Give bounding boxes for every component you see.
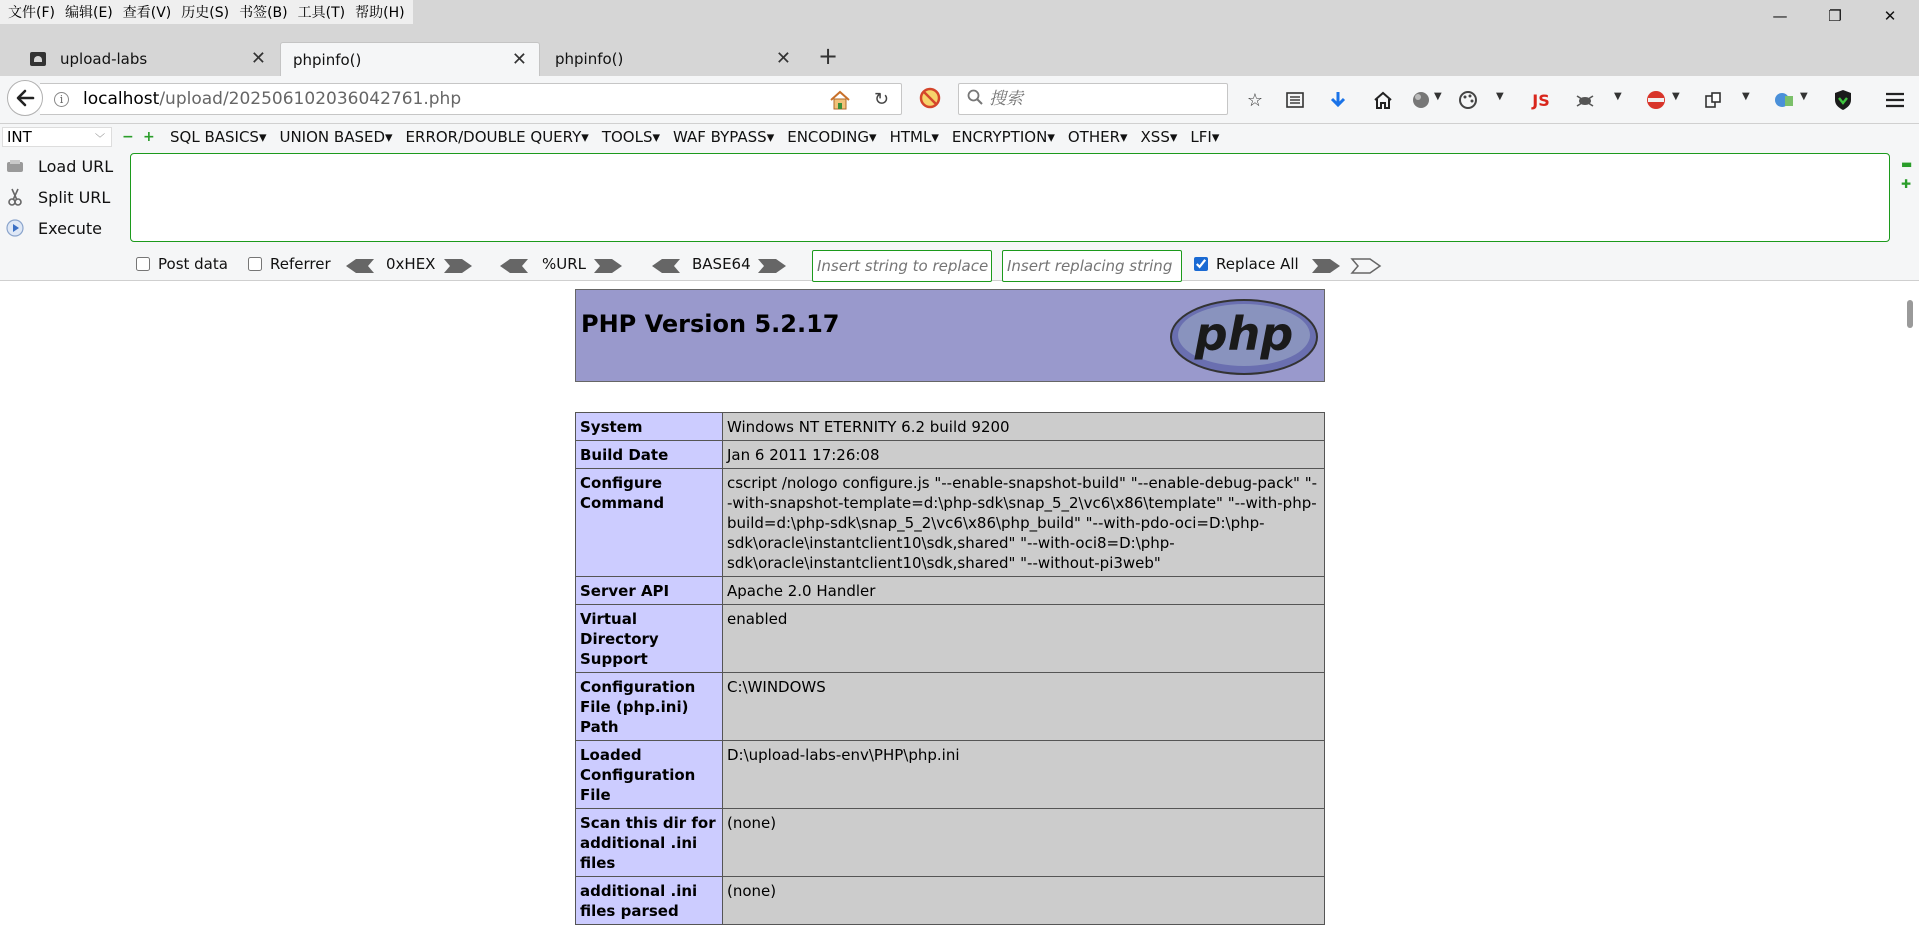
load-url-icon xyxy=(6,157,24,175)
tab-strip xyxy=(0,32,1919,76)
search-icon xyxy=(967,89,983,109)
search-input[interactable] xyxy=(989,89,1209,109)
menu-waf-bypass[interactable]: WAF BYPASS▾ xyxy=(673,128,775,146)
post-data-checkbox[interactable]: Post data xyxy=(136,255,228,273)
row-value: C:\WINDOWS xyxy=(723,673,1325,741)
tab-phpinfo[interactable] xyxy=(543,42,803,76)
chevron-down-icon: ﹀ xyxy=(95,133,105,145)
tab-phpinfo-active[interactable] xyxy=(280,42,540,76)
menu-bar xyxy=(0,0,413,24)
hackbar-panel xyxy=(0,124,1919,281)
split-url-label: Split URL xyxy=(38,187,111,207)
table-row xyxy=(576,605,1325,673)
menu-encryption[interactable]: ENCRYPTION▾ xyxy=(951,128,1055,146)
php-info-table xyxy=(575,412,1325,925)
tab-close-icon[interactable]: ✕ xyxy=(775,48,791,69)
execute-button[interactable] xyxy=(0,215,125,241)
dropdown-arrow-icon[interactable]: ▼ xyxy=(1434,91,1442,102)
url-label: %URL xyxy=(542,255,587,273)
row-key: System xyxy=(576,413,723,441)
php-version-title: PHP Version 5.2.17 xyxy=(581,310,840,338)
hackbar-options-row xyxy=(136,250,1916,280)
hackbar-menu-row xyxy=(170,127,1232,147)
menu-error-double-query[interactable]: ERROR/DOUBLE QUERY▾ xyxy=(405,128,589,146)
url-path: /upload/202506102036042761.php xyxy=(159,89,462,109)
table-row xyxy=(576,673,1325,741)
noscript-icon[interactable] xyxy=(919,87,941,113)
post-data-check[interactable] xyxy=(136,257,150,271)
tab-label: phpinfo() xyxy=(555,50,624,68)
row-value: (none) xyxy=(723,809,1325,877)
tab-upload-labs[interactable] xyxy=(18,42,278,76)
navigation-bar xyxy=(0,76,1919,124)
tab-label: phpinfo() xyxy=(293,50,362,69)
shield-icon[interactable] xyxy=(1832,89,1854,111)
base64-label: BASE64 xyxy=(692,255,751,273)
close-window-button[interactable]: ✕ xyxy=(1883,7,1897,25)
globe-addon-icon[interactable] xyxy=(1410,89,1432,111)
back-arrow-icon xyxy=(15,89,35,107)
menu-xss[interactable]: XSS▾ xyxy=(1140,128,1178,146)
url-encode-arrow-icon[interactable] xyxy=(594,259,622,277)
table-row xyxy=(576,577,1325,605)
int-type-select[interactable] xyxy=(2,127,112,147)
tab-close-icon[interactable]: ✕ xyxy=(511,49,527,70)
menu-tools[interactable]: 工具(T) xyxy=(297,5,346,21)
dropdown-arrow-icon[interactable]: ▼ xyxy=(1800,91,1808,102)
table-row xyxy=(576,441,1325,469)
base64-decode-arrow-icon[interactable] xyxy=(652,259,680,277)
target-addon-icon[interactable] xyxy=(1645,89,1667,111)
menu-union-based[interactable]: UNION BASED▾ xyxy=(279,128,393,146)
table-row xyxy=(576,413,1325,441)
row-key: Scan this dir for additional .ini files xyxy=(576,809,723,877)
row-key: additional .ini files parsed xyxy=(576,877,723,925)
replace-all-checkbox[interactable]: Replace All xyxy=(1194,255,1299,273)
row-value: D:\upload-labs-env\PHP\php.ini xyxy=(723,741,1325,809)
menu-help[interactable]: 帮助(H) xyxy=(355,5,405,21)
hex-encode-arrow-icon[interactable] xyxy=(444,259,472,277)
table-row xyxy=(576,877,1325,925)
referrer-checkbox[interactable]: Referrer xyxy=(248,255,331,273)
menu-view[interactable]: 查看(V) xyxy=(122,5,172,21)
scrollbar-thumb[interactable] xyxy=(1907,300,1913,328)
row-value: Windows NT ETERNITY 6.2 build 9200 xyxy=(723,413,1325,441)
new-tab-button[interactable]: + xyxy=(818,42,839,70)
dropdown-arrow-icon[interactable]: ▼ xyxy=(1742,91,1750,102)
url-host: localhost xyxy=(83,89,160,109)
menu-file[interactable]: 文件(F) xyxy=(8,5,55,21)
home-icon[interactable] xyxy=(1372,89,1394,111)
hex-label: 0xHEX xyxy=(386,255,436,273)
reload-icon[interactable]: ↻ xyxy=(873,89,889,110)
row-key: Configure Command xyxy=(576,469,723,577)
replace-string-input[interactable] xyxy=(812,250,992,282)
dropdown-arrow-icon[interactable]: ▼ xyxy=(1672,91,1680,102)
load-url-button[interactable] xyxy=(0,153,125,179)
page-content xyxy=(0,282,1919,920)
row-value: Jan 6 2011 17:26:08 xyxy=(723,441,1325,469)
row-key: Server API xyxy=(576,577,723,605)
base64-encode-arrow-icon[interactable] xyxy=(758,259,786,277)
url-decode-arrow-icon[interactable] xyxy=(500,259,528,277)
row-value: (none) xyxy=(723,877,1325,925)
translate-icon[interactable] xyxy=(1773,89,1795,111)
menu-edit[interactable]: 编辑(E) xyxy=(64,5,113,21)
int-select-value: INT xyxy=(7,128,32,146)
js-toggle-icon[interactable]: JS xyxy=(1532,90,1550,110)
title-bar xyxy=(0,0,1919,32)
hackbar-url-textarea[interactable] xyxy=(130,153,1890,242)
plus-icon[interactable]: + xyxy=(143,129,155,145)
split-url-button[interactable] xyxy=(0,184,125,210)
menu-html[interactable]: HTML▾ xyxy=(889,128,939,146)
url-text[interactable] xyxy=(83,89,461,109)
php-logo xyxy=(1169,298,1319,380)
php-logo-text: php xyxy=(1194,307,1294,361)
home-page-icon[interactable] xyxy=(829,90,851,114)
play-icon xyxy=(6,219,24,237)
php-version-header xyxy=(575,289,1325,382)
row-value: Apache 2.0 Handler xyxy=(723,577,1325,605)
dropdown-arrow-icon[interactable]: ▼ xyxy=(1614,91,1622,102)
palette-icon[interactable] xyxy=(1457,89,1479,111)
info-icon[interactable]: i xyxy=(54,92,69,107)
menu-history[interactable]: 历史(S) xyxy=(181,5,230,21)
hamburger-menu-icon[interactable] xyxy=(1884,89,1906,111)
table-row xyxy=(576,809,1325,877)
github-favicon-icon xyxy=(30,52,46,66)
replace-reverse-arrow-icon[interactable] xyxy=(1352,259,1380,277)
menu-encoding[interactable]: ENCODING▾ xyxy=(787,128,877,146)
minus-icon[interactable]: − xyxy=(122,129,134,145)
dropdown-arrow-icon[interactable]: ▼ xyxy=(1496,91,1504,102)
load-url-label: Load URL xyxy=(38,156,114,176)
menu-tools-hackbar[interactable]: TOOLS▾ xyxy=(601,128,660,146)
row-key: Configuration File (php.ini) Path xyxy=(576,673,723,741)
reading-list-icon[interactable] xyxy=(1284,89,1306,111)
bookmark-star-icon[interactable]: ☆ xyxy=(1246,89,1264,111)
url-bar[interactable] xyxy=(40,83,902,115)
replace-arrow-icon[interactable] xyxy=(1312,259,1340,277)
back-button[interactable] xyxy=(7,80,43,116)
download-icon[interactable] xyxy=(1327,89,1349,111)
row-key: Build Date xyxy=(576,441,723,469)
row-value: enabled xyxy=(723,605,1325,673)
menu-other[interactable]: OTHER▾ xyxy=(1067,128,1128,146)
bug-icon[interactable] xyxy=(1574,89,1596,111)
row-key: Loaded Configuration File xyxy=(576,741,723,809)
menu-sql-basics[interactable]: SQL BASICS▾ xyxy=(170,128,267,146)
execute-label: Execute xyxy=(38,218,102,238)
scissors-icon xyxy=(6,188,24,206)
minimize-button[interactable]: — xyxy=(1772,7,1788,25)
table-row xyxy=(576,741,1325,809)
table-row xyxy=(576,469,1325,577)
referrer-check[interactable] xyxy=(248,257,262,271)
row-value: cscript /nologo configure.js "--enable-snapshot-build" "--enable-debug-pack" "--with-snapshot-template=d:\php-sdk\snap_5_2\vc6\x86\template" "--with-php-build=d:\php-sdk\snap_5_2\vc6\x86\php_build" "--with-pdo-oci=D:\php-sdk\oracle\instantclient10\sdk,shared" "--with-oci8=D:\php-sdk\oracle\instantclient10\sdk,shared" "--without-pi3web" xyxy=(723,469,1325,577)
replacing-string-input[interactable] xyxy=(1002,250,1182,282)
menu-bookmarks[interactable]: 书签(B) xyxy=(239,5,288,21)
expand-plus-icon[interactable]: ✚ xyxy=(1901,177,1912,191)
restore-button[interactable]: ❐ xyxy=(1828,7,1842,25)
tab-label: upload-labs xyxy=(60,50,148,68)
row-key: Virtual Directory Support xyxy=(576,605,723,673)
search-box[interactable] xyxy=(958,83,1228,115)
hex-decode-arrow-icon[interactable] xyxy=(346,259,374,277)
menu-lfi[interactable]: LFI▾ xyxy=(1190,128,1220,146)
collapse-minus-icon[interactable]: ▬ xyxy=(1901,157,1913,171)
replace-all-check[interactable] xyxy=(1194,257,1208,271)
page-tools-icon[interactable] xyxy=(1702,89,1724,111)
tab-close-icon[interactable]: ✕ xyxy=(250,48,266,69)
